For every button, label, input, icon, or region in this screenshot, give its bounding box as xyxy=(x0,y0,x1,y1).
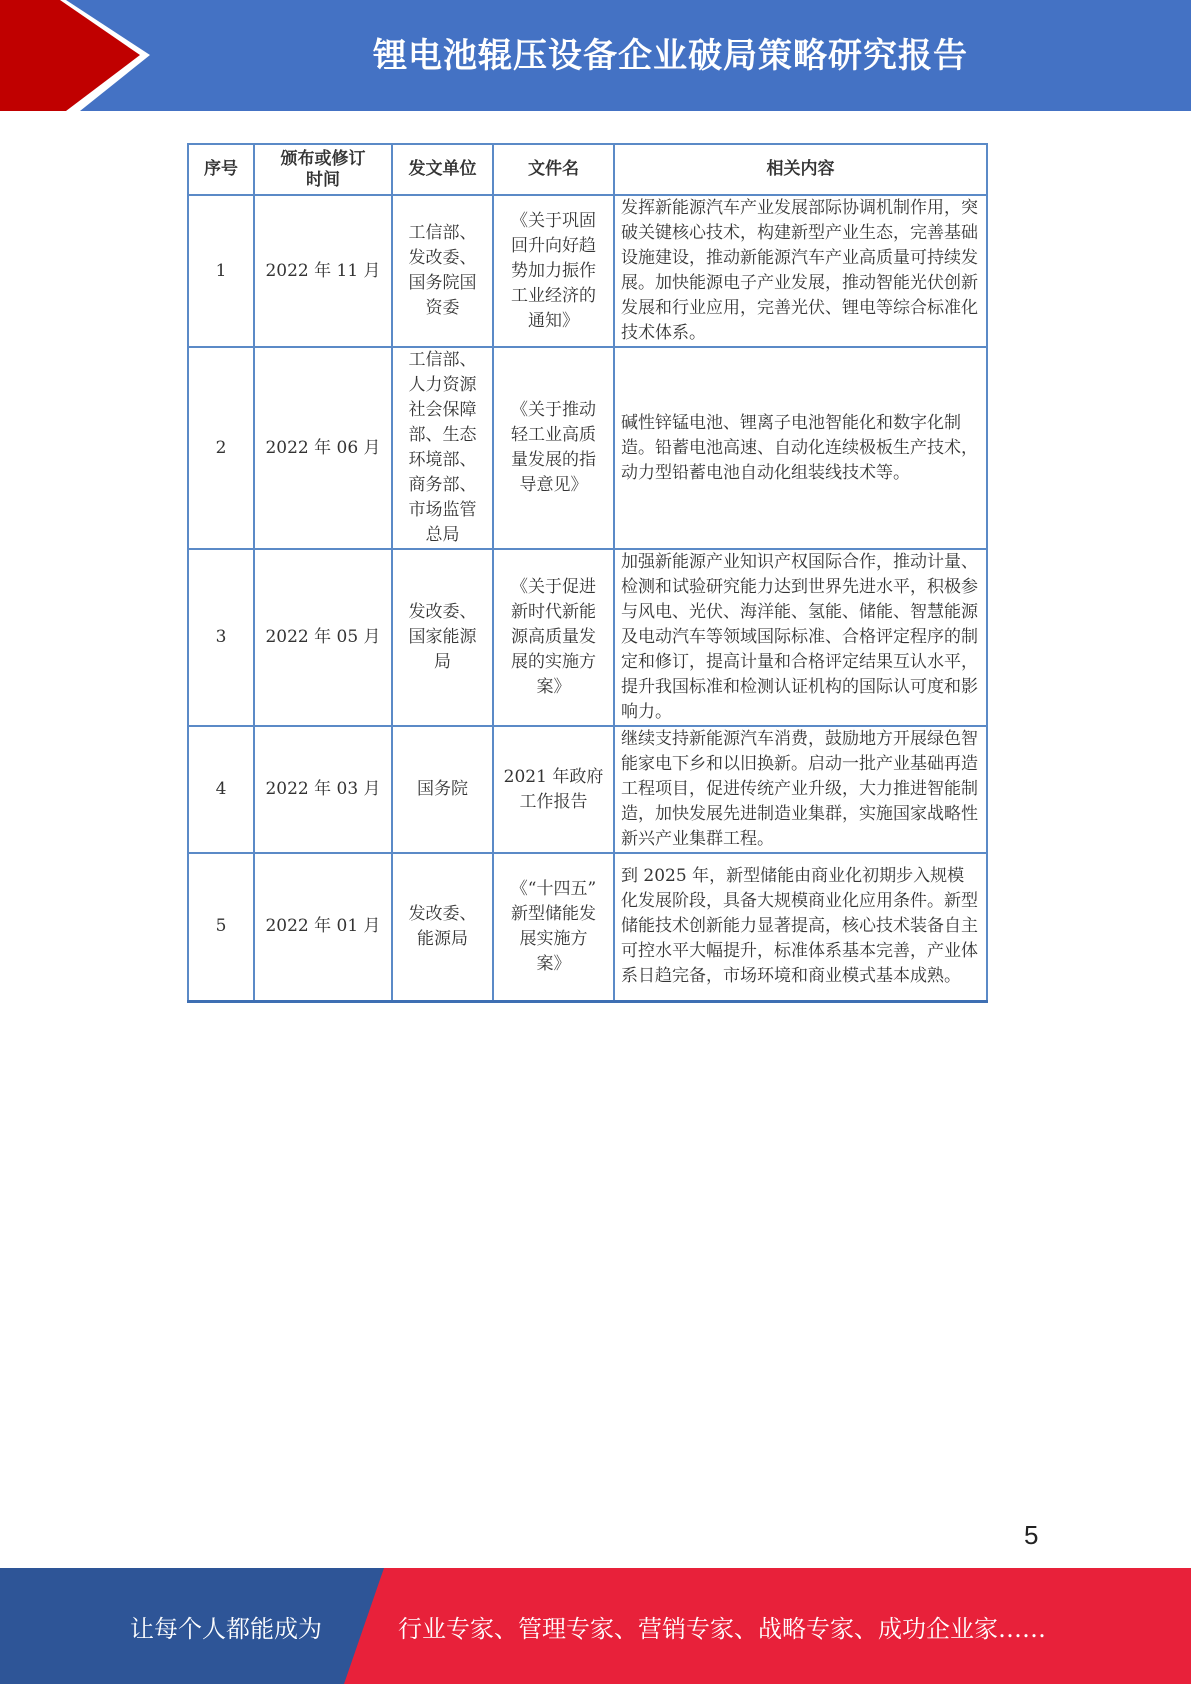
table-header-row xyxy=(188,144,987,195)
row-document: 《关于巩固 回升向好趋 势加力振作 工业经济的 通知》 xyxy=(493,195,614,347)
table-row xyxy=(188,195,987,347)
footer-slogan-right: 行业专家、管理专家、营销专家、战略专家、成功企业家…… xyxy=(398,1614,1046,1643)
row-date: 2022 年 03 月 xyxy=(254,726,392,853)
row-number: 4 xyxy=(188,726,254,853)
row-content: 到 2025 年，新型储能由商业化初期步入规模化发展阶段，具备大规模商业化应用条件。新型储能技术创新能力显著提高，核心技术装备自主可控水平大幅提升，标准体系基本完善，产业体系日趋完备，市场环境和商业模式基本成熟。 xyxy=(614,853,987,1001)
row-date: 2022 年 01 月 xyxy=(254,853,392,1001)
table-row xyxy=(188,347,987,549)
table-row xyxy=(188,549,987,726)
row-issuer: 发改委、 国家能源 局 xyxy=(392,549,493,726)
row-document: 《关于促进 新时代新能 源高质量发 展的实施方 案》 xyxy=(493,549,614,726)
row-number: 1 xyxy=(188,195,254,347)
footer-slogan-left: 让每个人都能成为 xyxy=(130,1614,322,1643)
row-document: 《“十四五” 新型储能发 展实施方 案》 xyxy=(493,853,614,1001)
row-number: 2 xyxy=(188,347,254,549)
page-number: 5 xyxy=(1024,1520,1039,1550)
policy-table xyxy=(187,143,988,1003)
report-title: 锂电池辊压设备企业破局策略研究报告 xyxy=(373,35,968,76)
table-row xyxy=(188,726,987,853)
header-bar xyxy=(0,0,1191,111)
row-document: 《关于推动 轻工业高质 量发展的指 导意见》 xyxy=(493,347,614,549)
row-content: 加强新能源产业知识产权国际合作，推动计量、检测和试验研究能力达到世界先进水平，积极参与风电、光伏、海洋能、氢能、储能、智慧能源及电动汽车等领域国际标准、合格评定程序的制定和修订，提高计量和合格评定结果互认水平，提升我国标准和检测认证机构的国际认可度和影响力。 xyxy=(614,549,987,726)
row-issuer: 国务院 xyxy=(392,726,493,853)
column-header-document: 文件名 xyxy=(493,144,614,195)
row-number: 3 xyxy=(188,549,254,726)
row-date: 2022 年 11 月 xyxy=(254,195,392,347)
chevron-arrow-icon xyxy=(0,0,150,111)
row-issuer: 发改委、 能源局 xyxy=(392,853,493,1001)
row-date: 2022 年 05 月 xyxy=(254,549,392,726)
row-number: 5 xyxy=(188,853,254,1001)
column-header-number: 序号 xyxy=(188,144,254,195)
table-row xyxy=(188,853,987,1001)
column-header-date: 颁布或修订 时间 xyxy=(254,144,392,195)
row-issuer: 工信部、 发改委、 国务院国 资委 xyxy=(392,195,493,347)
row-issuer: 工信部、 人力资源 社会保障 部、生态 环境部、 商务部、 市场监管 总局 xyxy=(392,347,493,549)
row-content: 发挥新能源汽车产业发展部际协调机制作用，突破关键核心技术，构建新型产业生态，完善基础设施建设，推动新能源汽车产业高质量可持续发展。加快能源电子产业发展，推动智能光伏创新发展和行业应用，完善光伏、锂电等综合标准化技术体系。 xyxy=(614,195,987,347)
row-document: 2021 年政府 工作报告 xyxy=(493,726,614,853)
row-content: 碱性锌锰电池、锂离子电池智能化和数字化制造。铅蓄电池高速、自动化连续极板生产技术，动力型铅蓄电池自动化组装线技术等。 xyxy=(614,347,987,549)
column-header-content: 相关内容 xyxy=(614,144,987,195)
row-date: 2022 年 06 月 xyxy=(254,347,392,549)
policy-table-container xyxy=(187,143,986,1003)
footer-banner xyxy=(0,1568,1191,1684)
column-header-issuer: 发文单位 xyxy=(392,144,493,195)
row-content: 继续支持新能源汽车消费，鼓励地方开展绿色智能家电下乡和以旧换新。启动一批产业基础再造工程项目，促进传统产业升级，大力推进智能制造，加快发展先进制造业集群，实施国家战略性新兴产业集群工程。 xyxy=(614,726,987,853)
